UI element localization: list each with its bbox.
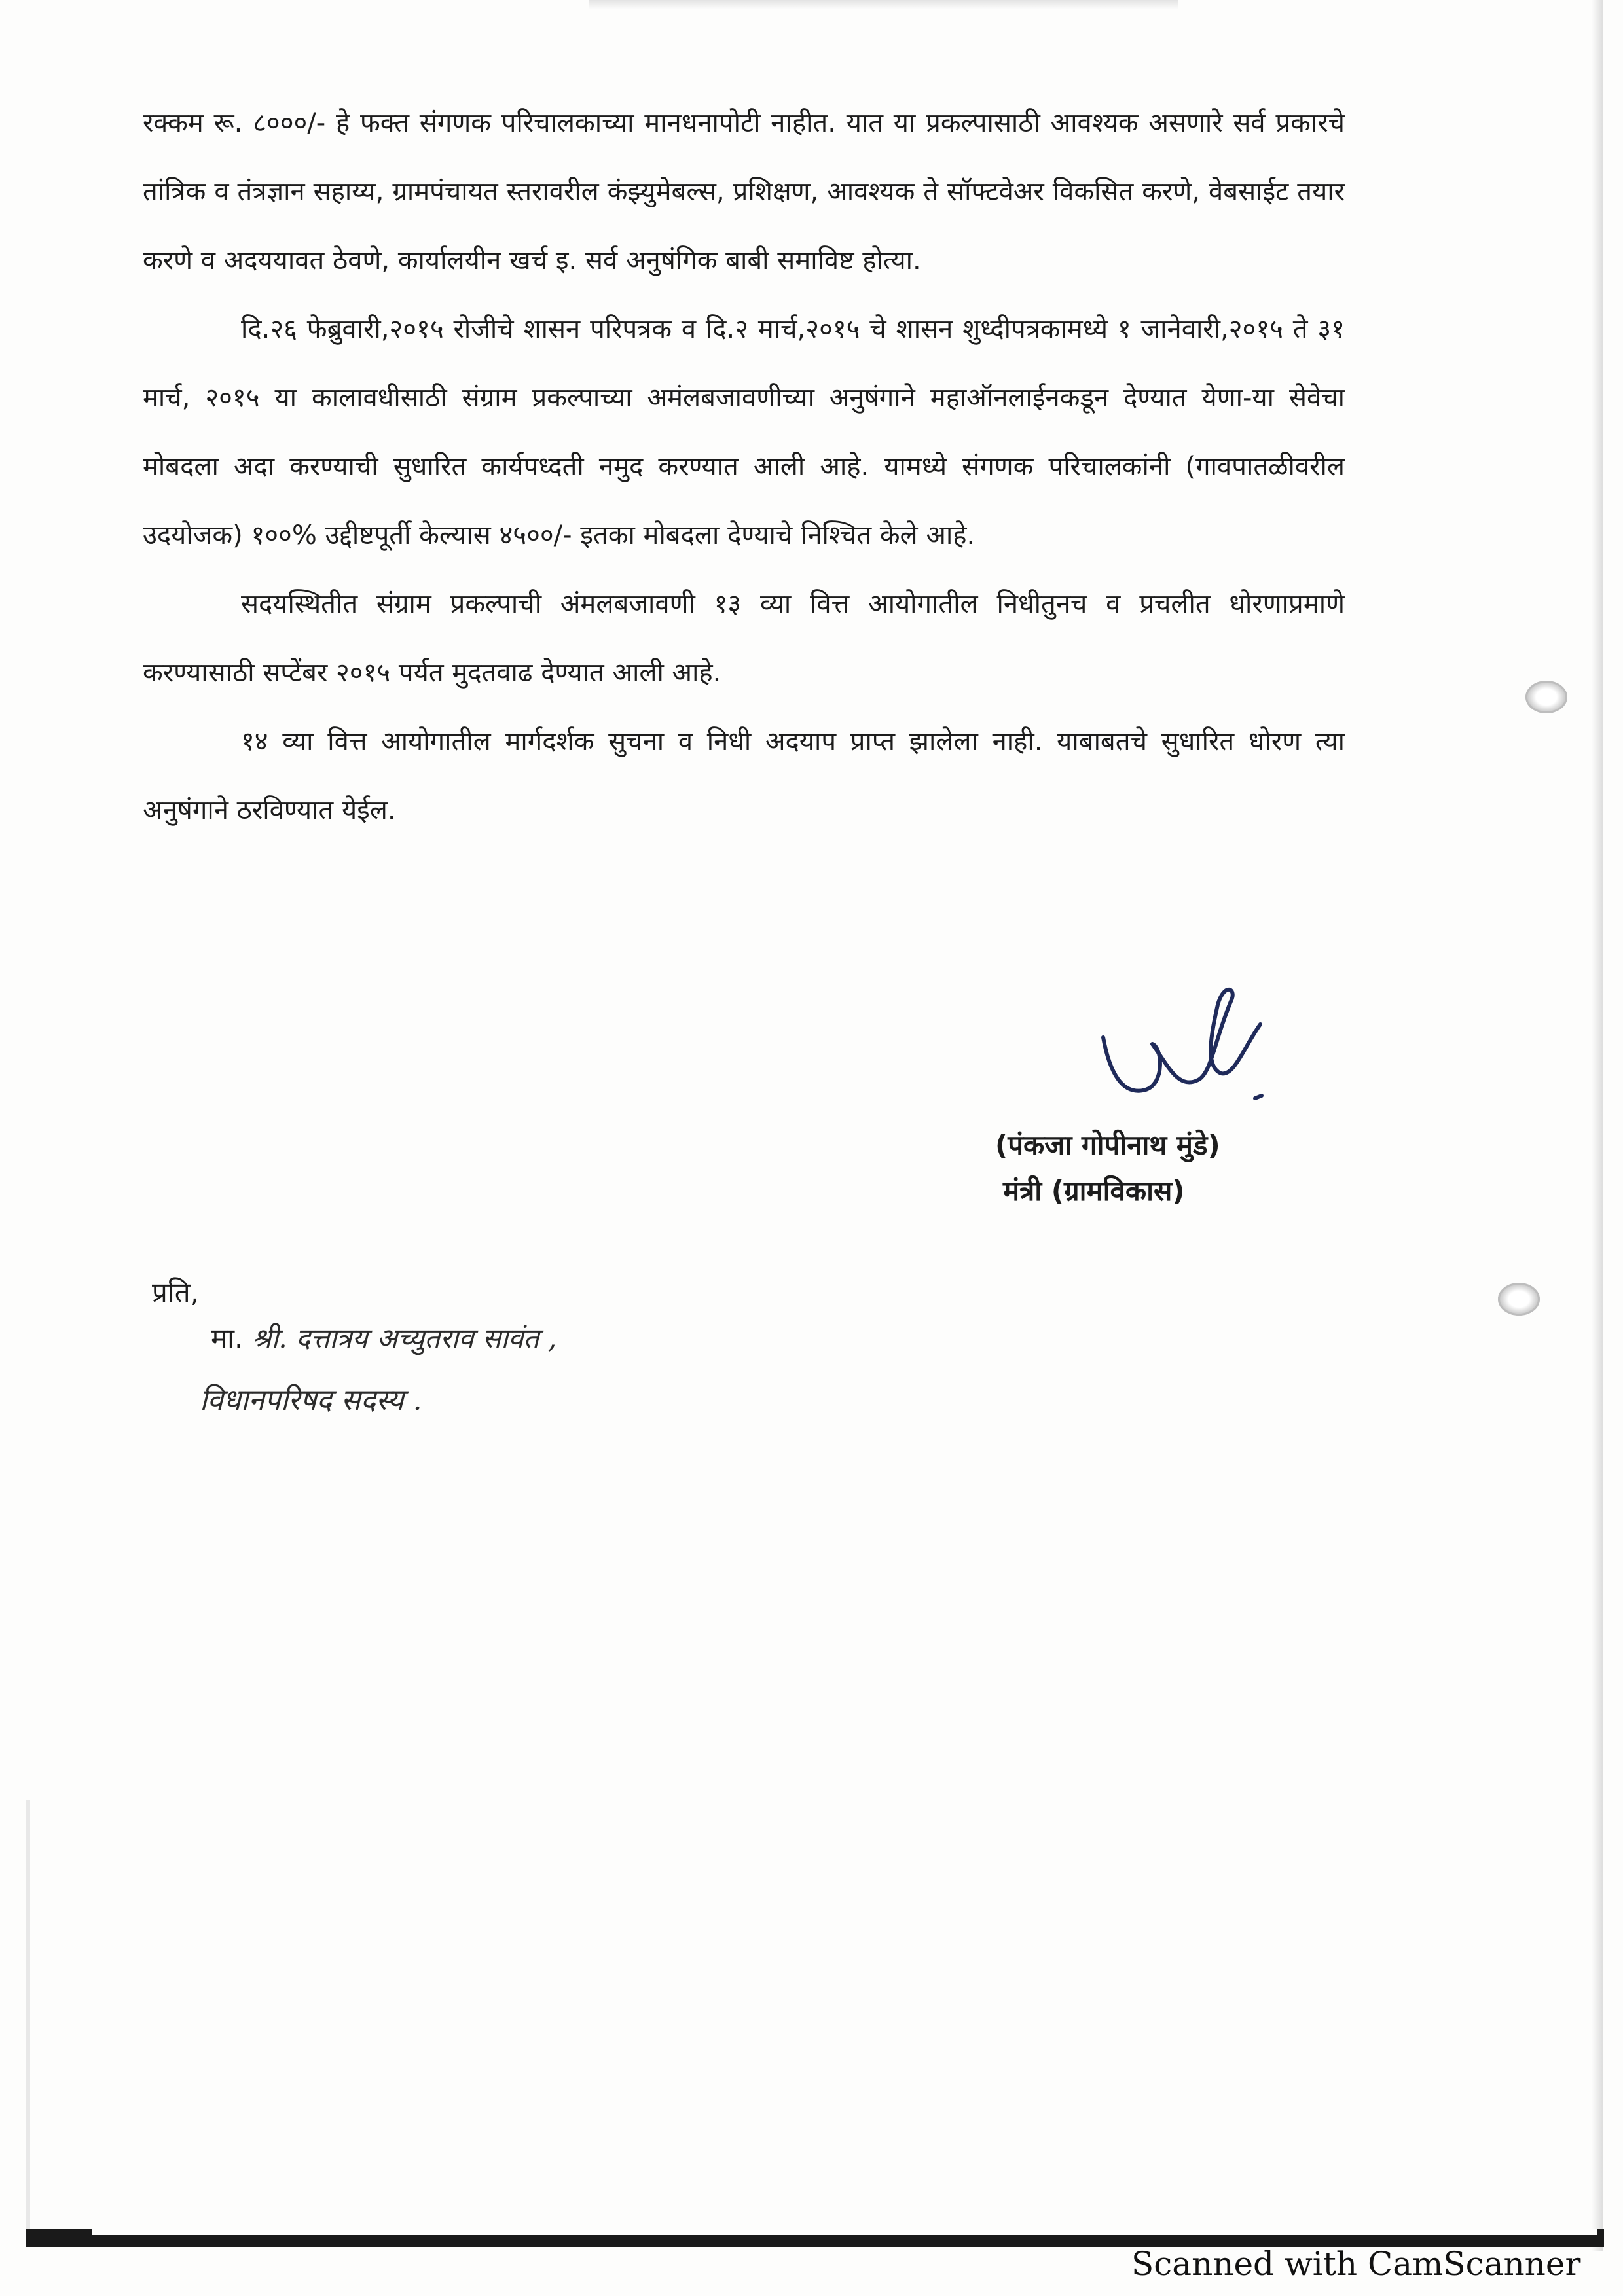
scan-edge-top [589,0,1178,9]
paragraph-4: १४ व्या वित्त आयोगातील मार्गदर्शक सुचना व निधी अदयाप प्राप्त झालेला नाही. याबाबतचे सुधारित धोरण त्या अनुषंगाने ठरविण्यात येईल. [143,726,1345,825]
signatory-title: मंत्री (ग्रामविकास) [1003,1175,1185,1207]
recipient-name: श्री. दत्तात्रय अच्युतराव सावंत , [251,1322,557,1354]
punch-hole [1525,681,1567,713]
recipient-prati: प्रति, [152,1276,200,1308]
scan-bottom-gap [92,2229,1597,2235]
paragraph-2: दि.२६ फेब्रुवारी,२०१५ रोजीचे शासन परिपत्रक व दि.२ मार्च,२०१५ चे शासन शुध्दीपत्रकामध्ये १ जानेवारी,२०१५ ते ३१ मार्च, २०१५ या कालावधीसाठी संग्राम प्रकल्पाच्या अमंलबजावणीच्या अनुषंगाने महाऑनलाईनकडून देण्यात येणा-या सेवेचा मोबदला अदा करण्याची सुधारित कार्यपध्दती नमुद करण्यात आली आहे. यामध्ये संगणक परिचालकांनी (गावपातळीवरील उदयोजक) १००% उद्दीष्टपूर्ती केल्यास ४५००/- इतका मोबदला देण्याचे निश्चित केले आहे. [143,314,1345,550]
paragraph-3: सदयस्थितीत संग्राम प्रकल्पाची अंमलबजावणी १३ व्या वित्त आयोगातील निधीतुनच व प्रचलीत धोरणाप्रमाणे करण्यासाठी सप्टेंबर २०१५ पर्यत मुदतवाढ देण्यात आली आहे. [143,589,1345,688]
signature-icon [1090,975,1267,1126]
scan-edge-left [26,1800,30,2245]
punch-hole [1498,1283,1540,1316]
recipient-line-1 [211,1316,556,1361]
paragraph-1: रक्कम रू. ८०००/- हे फक्त संगणक परिचालकाच्या मानधनापोटी नाहीत. यात या प्रकल्पासाठी आवश्यक असणारे सर्व प्रकारचे तांत्रिक व तंत्रज्ञान सहाय्य, ग्रामपंचायत स्तरावरील कंझ्युमेबल्स, प्रशिक्षण, आवश्यक ते सॉफ्टवेअर विकसित करणे, वेबसाईट तयार करणे व अदययावत ठेवणे, कार्यालयीन खर्च इ. सर्व अनुषंगिक बाबी समाविष्ट होत्या. [143,108,1345,276]
signatory-name: (पंकजा गोपीनाथ मुंडे) [995,1129,1220,1161]
letter-body [143,89,1345,845]
camscanner-watermark: Scanned with CamScanner [1131,2245,1581,2283]
scan-edge-right [1592,0,1603,2251]
recipient-honorific: मा. [211,1322,244,1354]
recipient-designation: विधानपरिषद सदस्य . [200,1384,422,1417]
